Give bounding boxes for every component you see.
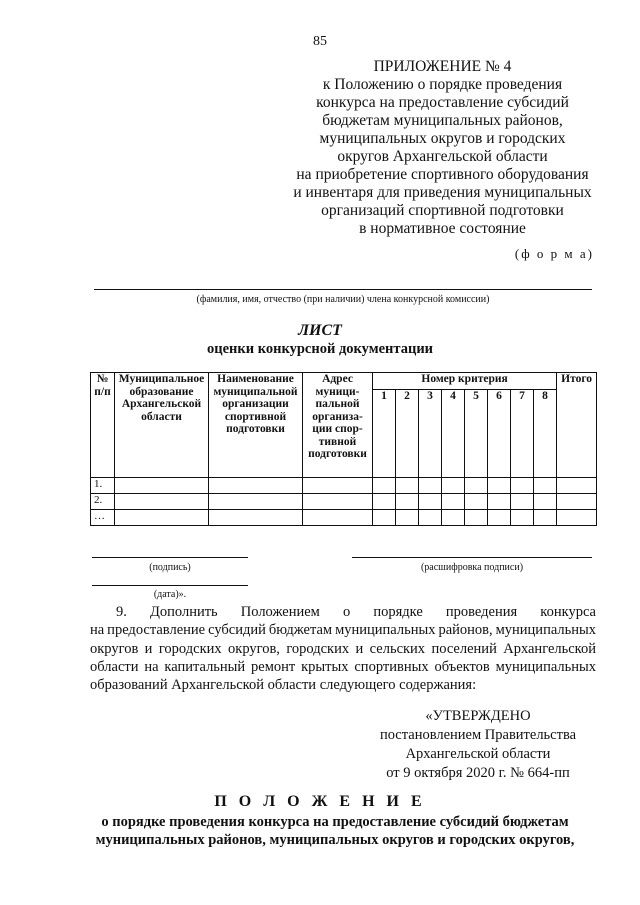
- paragraph-line: образований Архангельской области следующего содержания:: [90, 677, 477, 694]
- date-caption: (дата)».: [153, 589, 187, 600]
- appendix-line: организаций спортивной подготовки: [321, 202, 564, 219]
- paragraph-line: на предоставление субсидий бюджетам муниципальных районов, муниципальных: [90, 622, 596, 639]
- approval-line: постановлением Правительства: [379, 727, 577, 743]
- appendix-line: муниципальных округов и городских: [319, 130, 566, 147]
- table-row: [91, 494, 597, 510]
- appendix-line: и инвентаря для приведения муниципальных: [293, 184, 592, 201]
- row-number: 1.: [91, 478, 115, 494]
- criterion-number: 1: [373, 390, 396, 478]
- appendix-line: к Положению о порядке проведения: [322, 76, 563, 93]
- criterion-number: 5: [465, 390, 488, 478]
- approval-line: Архангельской области: [405, 746, 551, 762]
- signature-line: [92, 557, 248, 558]
- regulation-title: П О Л О Ж Е Н И Е: [214, 793, 426, 810]
- paragraph-line: области на капитальный ремонт крытых спортивных объектов муниципальных: [90, 658, 596, 675]
- appendix-line: в нормативное состояние: [359, 220, 526, 237]
- criterion-number: 4: [442, 390, 465, 478]
- signature-caption: (подпись): [149, 562, 191, 573]
- header-number: № п/п: [91, 373, 115, 478]
- appendix-line: конкурса на предоставление субсидий: [316, 94, 569, 111]
- member-name-line: [94, 289, 592, 290]
- sheet-title: ЛИСТ: [298, 322, 342, 339]
- regulation-subtitle: [70, 813, 600, 849]
- regulation-subtitle-line: о порядке проведения конкурса на предоставление субсидий бюджетам: [101, 814, 569, 830]
- approval-block: [378, 707, 578, 783]
- header-address: Адрес муници- пальной организа- ции спор- тивной подготовки: [303, 373, 373, 478]
- signature-decode-caption: (расшифровка подписи): [420, 562, 524, 573]
- appendix-line: бюджетам муниципальных районов,: [322, 112, 563, 129]
- row-number: 2.: [91, 494, 115, 510]
- table-row: [91, 478, 597, 494]
- form-label: (ф о р м а): [514, 246, 594, 261]
- header-org-name: Наименование муниципальной организации спортивной подготовки: [209, 373, 303, 478]
- appendix-line: округов Архангельской области: [337, 148, 548, 165]
- header-criteria: Номер критерия: [373, 373, 557, 390]
- header-municipality: Муниципальное образование Архангельской области: [115, 373, 209, 478]
- approval-line: от 9 октября 2020 г. № 664-пп: [386, 765, 570, 781]
- paragraph-line: округов и городских округов, городских и сельских поселений Архангельской: [90, 640, 596, 657]
- criterion-number: 7: [511, 390, 534, 478]
- appendix-line: на приобретение спортивного оборудования: [296, 166, 589, 183]
- regulation-subtitle-line: муниципальных районов, муниципальных округов и городских округов,: [95, 832, 575, 848]
- header-total: Итого: [557, 373, 597, 478]
- sheet-subtitle: оценки конкурсной документации: [206, 341, 434, 357]
- paragraph-line: 9. Дополнить Положением о порядке проведения конкурса: [116, 604, 596, 620]
- evaluation-table: [90, 372, 597, 526]
- criterion-number: 2: [396, 390, 419, 478]
- approval-line: «УТВЕРЖДЕНО: [425, 708, 531, 724]
- page-number: 85: [313, 34, 327, 49]
- appendix-line: ПРИЛОЖЕНИЕ № 4: [373, 58, 512, 75]
- table-row: [91, 510, 597, 526]
- row-number: …: [91, 510, 115, 526]
- amendment-paragraph: [90, 603, 596, 694]
- criterion-number: 8: [534, 390, 557, 478]
- date-line: [92, 585, 248, 586]
- signature-decode-line: [352, 557, 592, 558]
- criterion-number: 6: [488, 390, 511, 478]
- appendix-header: [280, 58, 605, 238]
- criterion-number: 3: [419, 390, 442, 478]
- member-name-caption: (фамилия, имя, отчество (при наличии) члена конкурсной комиссии): [196, 294, 490, 305]
